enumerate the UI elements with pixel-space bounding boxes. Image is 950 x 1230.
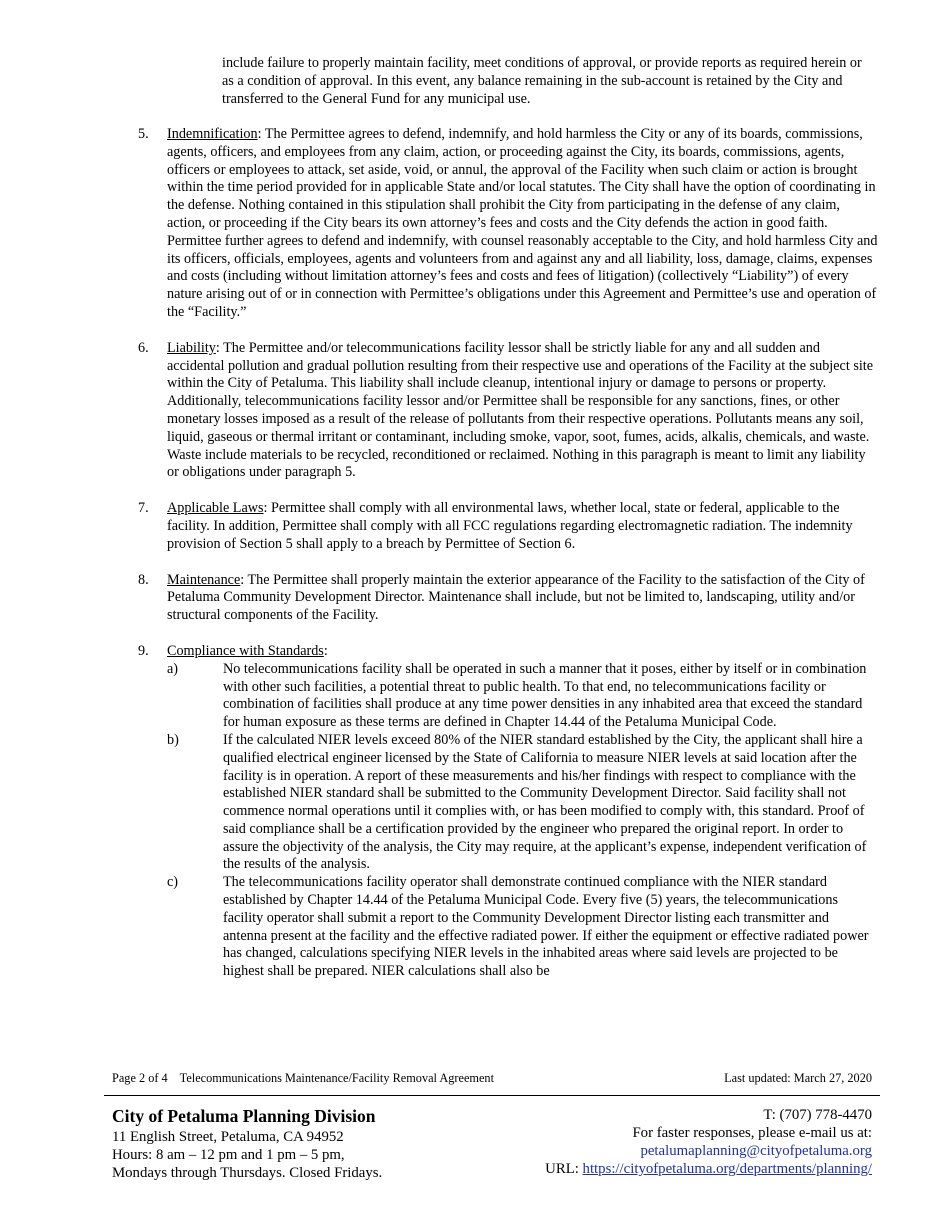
- section-liability: [138, 340, 878, 482]
- section-body: : The Permittee and/or telecommunications facility lessor shall be strictly liable for any and all sudden and accidental pollution and gradual pollution resulting from their respective use and operations of the Facility at the subject site within the City of Petaluma. This liability shall include cleanup, intentional injury or damage to persons or property. Additionally, telecommunications facility lessor and/or Permittee shall be responsible for any sanctions, fines, or other monetary losses imposed as a result of the release of pollutants from their respective operations. Pollutants means any soil, liquid, gaseous or thermal irritant or contaminant, including smoke, vapor, soot, fumes, acids, alkalis, chemicals, and waste. Waste include materials to be recycled, reconditioned or reclaimed. Nothing in this paragraph is meant to limit any liability or obligations under paragraph 5.: [167, 339, 874, 481]
- section-number: 7.: [138, 500, 149, 517]
- email-prompt: For faster responses, please e-mail us at:: [632, 1125, 872, 1141]
- subsection-c: [167, 874, 872, 981]
- section-number: 8.: [138, 571, 149, 588]
- organization-name: City of Petaluma Planning Division: [112, 1106, 376, 1126]
- section-number: 9.: [138, 642, 149, 659]
- subsection-list: [167, 661, 878, 981]
- subsection-text: The telecommunications facility operator shall demonstrate continued compliance with the NIER standard established by Chapter 14.44 of the Petaluma Municipal Code. Every five (5) years, the telecommunications facility operator shall submit a report to the Community Development Director listing each transmitter and antenna present at the facility and the effective radiated power. If either the equipment or effective radiated power has changed, calculations specifying NIER levels in the inhabited areas where said levels are projected to be highest shall be prepared. NIER calculations shall also be: [223, 874, 869, 980]
- planning-url-link[interactable]: https://cityofpetaluma.org/departments/planning/: [582, 1161, 872, 1177]
- street-address: 11 English Street, Petaluma, CA 94952: [112, 1129, 344, 1145]
- page-footer-left: [112, 1071, 494, 1086]
- last-updated: Last updated: March 27, 2020: [724, 1071, 872, 1085]
- document-title: Telecommunications Maintenance/Facility Removal Agreement: [179, 1071, 494, 1085]
- section-body: : The Permittee shall properly maintain the exterior appearance of the Facility to the satisfaction of the City of Petaluma Community Development Director. Maintenance shall include, but not be limited to, landscaping, utility and/or structural components of the Facility.: [167, 571, 865, 624]
- numbered-sections: [138, 126, 878, 981]
- section-applicable-laws: [138, 500, 878, 553]
- address-hours: [112, 1128, 382, 1182]
- office-days: Mondays through Thursdays. Closed Fridays.: [112, 1165, 383, 1181]
- footer-divider: [104, 1095, 880, 1096]
- phone-number: T: (707) 778-4470: [763, 1107, 872, 1123]
- intro-paragraph: include failure to properly maintain facility, meet conditions of approval, or provide reports as required herein or as a condition of approval. In this event, any balance remaining in the sub-account is retained by the City and transferred to the General Fund for any municipal use.: [222, 55, 862, 107]
- section-heading-suffix: :: [323, 642, 328, 659]
- section-number: 6.: [138, 339, 149, 356]
- page-number: Page 2 of 4: [112, 1071, 168, 1085]
- section-indemnification: [138, 126, 878, 322]
- subsection-letter: b): [167, 731, 179, 748]
- subsection-letter: a): [167, 660, 179, 677]
- url-label: URL:: [545, 1161, 583, 1177]
- email-link[interactable]: petalumaplanning@cityofpetaluma.org: [640, 1143, 872, 1159]
- url-line: [545, 1160, 872, 1178]
- section-heading: Applicable Laws: [167, 500, 264, 517]
- contact-details: [545, 1105, 872, 1178]
- subsection-b: [167, 732, 872, 874]
- section-body: : The Permittee agrees to defend, indemnify, and hold harmless the City or any of its boards, commissions, agents, officers, and employees from any claim, action, or proceeding against the City, its boards, commissions, agents, officers or employees to attack, set aside, void, or annul, the approval of the Facility when such claim or action is brought within the time period provided for in applicable State and/or local statutes. The City shall have the option of coordinating in the defense. Nothing contained in this stipulation shall prohibit the City from participating in the defense of any claim, action, or proceeding if the City bears its own attorney’s fees and costs and the City defends the action in good faith. Permittee further agrees to defend and indemnify, with counsel reasonably acceptable to the City, and hold harmless City and its officers, officials, employees, agents and volunteers from and against any and all liability, loss, damage, claims, expenses and costs (including without limitation attorney’s fees and costs and fees of litigation) (collectively “Liability”) of every nature arising out of or in connection with Permittee’s obligations under this Agreement and Permittee’s use and operation of the “Facility.”: [167, 126, 878, 320]
- subsection-text: No telecommunications facility shall be operated in such a manner that it poses, either by itself or in combination with other such facilities, a potential threat to public health. To that end, no telecommunications facility or combination of facilities shall produce at any time power densities in any inhabited area that exceed the standard for human exposure as these terms are defined in Chapter 14.44 of the Petaluma Municipal Code.: [223, 660, 867, 731]
- section-heading: Liability: [167, 339, 216, 356]
- subsection-a: [167, 661, 872, 732]
- section-body: : Permittee shall comply with all environmental laws, whether local, state or federal, applicable to the facility. In addition, Permittee shall comply with all FCC regulations regarding electromagnetic radiation. The indemnity provision of Section 5 shall apply to a breach by Permittee of Section 6.: [167, 500, 853, 552]
- section-heading: Indemnification: [167, 126, 258, 142]
- section-number: 5.: [138, 126, 149, 142]
- office-hours: Hours: 8 am – 12 pm and 1 pm – 5 pm,: [112, 1147, 345, 1163]
- section-compliance-with-standards: [138, 643, 878, 981]
- section-heading: Compliance with Standards: [167, 642, 324, 659]
- subsection-text: If the calculated NIER levels exceed 80% of the NIER standard established by the City, the applicant shall hire a qualified electrical engineer licensed by the State of California to measure NIER levels at said location after the facility is in operation. A report of these measurements and his/her findings with respect to compliance with the established NIER standard shall be submitted to the Community Development Director. Said facility shall not commence normal operations until it complies with, or has been modified to comply with, this standard. Proof of said compliance shall be a certification provided by the engineer who prepared the original report. In order to assure the objectivity of the analysis, the City may require, at the applicant’s expense, independent verification of the results of the analysis.: [223, 731, 867, 873]
- section-maintenance: [138, 572, 878, 625]
- subsection-letter: c): [167, 874, 179, 891]
- section-heading: Maintenance: [167, 571, 241, 588]
